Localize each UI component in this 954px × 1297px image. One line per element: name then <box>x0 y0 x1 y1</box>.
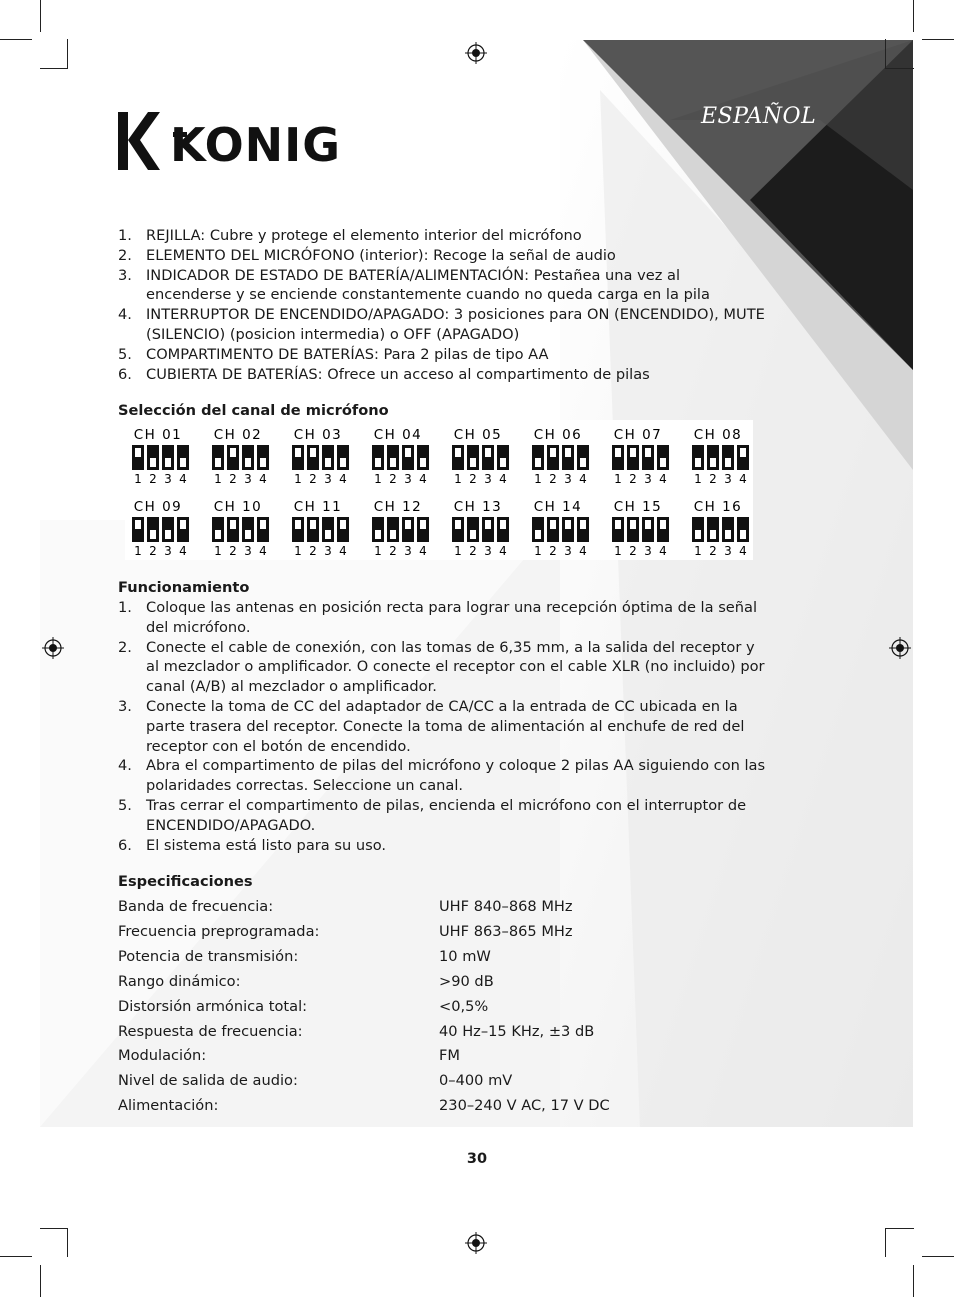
dip-switch-knob <box>245 458 251 467</box>
switch-number: 3 <box>564 544 572 558</box>
switch-number: 3 <box>164 544 172 558</box>
brand-wordmark: KONIG <box>170 118 342 172</box>
channel-label: CH 09 <box>133 499 183 515</box>
dip-switch-knob <box>740 530 746 539</box>
dip-switch-knob <box>180 520 186 529</box>
channel-label: CH 02 <box>213 427 263 443</box>
crop-mark <box>0 39 32 40</box>
dip-switch-channel <box>372 427 429 486</box>
list-item: 6. CUBIERTA DE BATERÍAS: Ofrece un acceso al compartimento de pilas <box>118 365 650 383</box>
switch-number: 4 <box>179 544 187 558</box>
dip-switch-knob <box>340 458 346 467</box>
registration-mark-icon <box>42 637 64 659</box>
dip-switch-knob <box>405 448 411 457</box>
dip-switch-channel <box>452 499 509 558</box>
spec-row: Respuesta de frecuencia: 40 Hz–15 KHz, ±3 dB <box>118 1023 595 1040</box>
channel-label: CH 06 <box>533 427 583 443</box>
dip-switch-knob <box>180 458 186 467</box>
switch-number: 4 <box>659 472 667 486</box>
spec-row: Distorsión armónica total: <0,5% <box>118 998 489 1015</box>
dip-switch-knob <box>660 458 666 467</box>
switch-number: 3 <box>564 472 572 486</box>
switch-number: 1 <box>614 472 622 486</box>
switch-number: 2 <box>709 544 717 558</box>
dip-switch-knob <box>135 448 141 457</box>
dip-switch-knob <box>485 520 491 529</box>
dip-switch-knob <box>375 458 381 467</box>
switch-number: 3 <box>724 544 732 558</box>
crop-mark <box>67 39 68 69</box>
switch-number: 1 <box>134 472 142 486</box>
switch-number: 1 <box>214 544 222 558</box>
switch-number: 1 <box>374 544 382 558</box>
switch-number: 3 <box>484 472 492 486</box>
channel-label: CH 13 <box>453 499 503 515</box>
switch-number: 4 <box>179 472 187 486</box>
list-item: 6. El sistema está listo para su uso. <box>118 836 387 854</box>
channel-label: CH 12 <box>373 499 423 515</box>
dip-switch-channel <box>532 427 589 486</box>
language-label: ESPAÑOL <box>701 104 817 129</box>
dip-switch-knob <box>645 520 651 529</box>
channel-switch-grid <box>125 420 753 560</box>
dip-switch-knob <box>405 520 411 529</box>
dip-switch-knob <box>695 530 701 539</box>
switch-number: 4 <box>499 472 507 486</box>
dip-switch-knob <box>390 530 396 539</box>
dip-switch-knob <box>310 448 316 457</box>
dip-switch-channel <box>612 427 669 486</box>
switch-number: 2 <box>629 544 637 558</box>
crop-mark <box>885 39 886 69</box>
crop-mark <box>885 1228 886 1257</box>
dip-switch-knob <box>550 448 556 457</box>
dip-switch-knob <box>710 530 716 539</box>
dip-switch-knob <box>630 448 636 457</box>
switch-number: 1 <box>134 544 142 558</box>
switch-number: 1 <box>294 472 302 486</box>
switch-number: 3 <box>404 472 412 486</box>
list-item: 1. Coloque las antenas en posición recta para lograr una recepción óptima de la señal del micrófono. <box>118 599 758 636</box>
switch-number: 3 <box>404 544 412 558</box>
dip-switch-knob <box>725 530 731 539</box>
specs-title: Especificaciones <box>118 873 253 890</box>
spec-row: Potencia de transmisión: 10 mW <box>118 948 491 965</box>
switch-number: 1 <box>454 472 462 486</box>
dip-switch-channel <box>452 427 509 486</box>
dip-switch-knob <box>420 458 426 467</box>
dip-switch-knob <box>725 458 731 467</box>
switch-number: 4 <box>579 472 587 486</box>
dip-switch-knob <box>455 520 461 529</box>
dip-switch-knob <box>165 458 171 467</box>
list-item: 1. REJILLA: Cubre y protege el elemento interior del micrófono <box>118 227 582 244</box>
switch-number: 2 <box>229 544 237 558</box>
dip-switch-knob <box>615 520 621 529</box>
dip-switch-channel <box>132 427 189 486</box>
dip-switch-knob <box>470 458 476 467</box>
switch-number: 1 <box>374 472 382 486</box>
dip-switch-knob <box>310 520 316 529</box>
channel-label: CH 10 <box>213 499 263 515</box>
crop-mark <box>67 1228 68 1257</box>
switch-number: 4 <box>259 544 267 558</box>
dip-switch-channel <box>212 499 269 558</box>
dip-switch-channel <box>692 427 749 486</box>
operation-title: Funcionamiento <box>118 579 250 596</box>
switch-number: 1 <box>534 472 542 486</box>
dip-switch-knob <box>325 458 331 467</box>
switch-number: 4 <box>419 544 427 558</box>
dip-switch-knob <box>230 520 236 529</box>
dip-switch-knob <box>565 520 571 529</box>
dip-switch-knob <box>135 520 141 529</box>
dip-switch-knob <box>375 530 381 539</box>
registration-mark-icon <box>889 637 911 659</box>
list-item: 2. ELEMENTO DEL MICRÓFONO (interior): Recoge la señal de audio <box>118 246 616 264</box>
dip-switch-knob <box>340 520 346 529</box>
crop-mark <box>40 1228 68 1229</box>
switch-number: 2 <box>389 472 397 486</box>
switch-number: 2 <box>309 544 317 558</box>
switch-number: 2 <box>149 544 157 558</box>
dip-switch-knob <box>165 530 171 539</box>
list-item: 3. Conecte la toma de CC del adaptador de CA/CC a la entrada de CC ubicada en la parte trasera del receptor. Conecte la toma de alimentación al enchufe de red del receptor con el botón de encendido. <box>118 697 745 755</box>
dip-switch-knob <box>565 448 571 457</box>
dip-switch-knob <box>390 458 396 467</box>
crop-mark <box>0 1256 32 1257</box>
switch-number: 1 <box>614 544 622 558</box>
crop-mark <box>885 68 914 69</box>
list-item: 2. Conecte el cable de conexión, con las tomas de 6,35 mm, a la salida del receptor y al mezclador o amplificador. O conecte el receptor con el cable XLR (no incluido) por canal (A/B) al mezclador o amplificador. <box>118 638 765 696</box>
dip-switch-knob <box>295 448 301 457</box>
switch-number: 4 <box>659 544 667 558</box>
channel-label: CH 11 <box>293 499 343 515</box>
switch-number: 2 <box>629 472 637 486</box>
dip-switch-knob <box>325 530 331 539</box>
dip-switch-knob <box>500 520 506 529</box>
dip-switch-knob <box>535 458 541 467</box>
switch-number: 1 <box>454 544 462 558</box>
list-item: 3. INDICADOR DE ESTADO DE BATERÍA/ALIMENTACIÓN: Pestañea una vez al encenderse y se enciende constantemente cuando no queda carga en la pila <box>118 266 710 304</box>
channel-label: CH 15 <box>613 499 663 515</box>
switch-number: 1 <box>214 472 222 486</box>
switch-number: 2 <box>149 472 157 486</box>
list-item: 5. Tras cerrar el compartimento de pilas, encienda el micrófono con el interruptor de ENCENDIDO/APAGADO. <box>118 796 747 834</box>
dip-switch-channel <box>292 499 349 558</box>
switch-number: 1 <box>294 544 302 558</box>
crop-mark <box>922 39 954 40</box>
dip-switch-knob <box>535 530 541 539</box>
dip-switch-channel <box>612 499 669 558</box>
dip-switch-knob <box>230 448 236 457</box>
registration-mark-icon <box>465 42 487 64</box>
switch-number: 1 <box>694 472 702 486</box>
crop-mark <box>885 1228 914 1229</box>
dip-switch-knob <box>455 448 461 457</box>
spec-row: Alimentación: 230–240 V AC, 17 V DC <box>118 1097 610 1114</box>
dip-switch-diagram <box>125 420 753 560</box>
channel-section-title: Selección del canal de micrófono <box>118 402 389 419</box>
switch-number: 2 <box>469 472 477 486</box>
dip-switch-channel <box>532 499 589 558</box>
dip-switch-knob <box>710 458 716 467</box>
spec-row: Modulación: FM <box>118 1047 460 1064</box>
dip-switch-knob <box>500 458 506 467</box>
crop-mark <box>40 1265 41 1297</box>
dip-switch-knob <box>630 520 636 529</box>
switch-number: 4 <box>739 472 747 486</box>
switch-number: 4 <box>259 472 267 486</box>
channel-label: CH 14 <box>533 499 583 515</box>
switch-number: 2 <box>549 544 557 558</box>
spec-row: Nivel de salida de audio: 0–400 mV <box>118 1072 513 1089</box>
channel-label: CH 07 <box>613 427 663 443</box>
dip-switch-knob <box>215 530 221 539</box>
switch-number: 2 <box>469 544 477 558</box>
channel-label: CH 01 <box>133 427 183 443</box>
konig-logo <box>118 112 343 172</box>
channel-label: CH 16 <box>693 499 743 515</box>
switch-number: 3 <box>724 472 732 486</box>
dip-switch-knob <box>695 458 701 467</box>
switch-number: 3 <box>324 472 332 486</box>
crop-mark <box>40 68 68 69</box>
list-item: 4. Abra el compartimento de pilas del micrófono y coloque 2 pilas AA siguiendo con las polaridades correctas. Seleccione un canal. <box>118 757 766 795</box>
channel-label: CH 04 <box>373 427 423 443</box>
channel-label: CH 08 <box>693 427 743 443</box>
crop-mark <box>922 1256 954 1257</box>
registration-mark-icon <box>465 1232 487 1254</box>
crop-mark <box>40 0 41 32</box>
dip-switch-knob <box>580 458 586 467</box>
dip-switch-knob <box>470 530 476 539</box>
dip-switch-knob <box>740 448 746 457</box>
list-item: 5. COMPARTIMENTO DE BATERÍAS: Para 2 pilas de tipo AA <box>118 345 549 363</box>
dip-switch-knob <box>215 458 221 467</box>
crop-mark <box>913 1265 914 1297</box>
switch-number: 1 <box>534 544 542 558</box>
switch-number: 3 <box>644 472 652 486</box>
switch-number: 3 <box>644 544 652 558</box>
list-item: 4. INTERRUPTOR DE ENCENDIDO/APAGADO: 3 posiciones para ON (ENCENDIDO), MUTE (SILENCIO) (posicion intermedia) o OFF (APAGADO) <box>118 306 765 343</box>
switch-number: 2 <box>549 472 557 486</box>
channel-label: CH 03 <box>293 427 343 443</box>
switch-number: 3 <box>484 544 492 558</box>
dip-switch-knob <box>150 530 156 539</box>
switch-number: 4 <box>739 544 747 558</box>
dip-switch-knob <box>485 448 491 457</box>
switch-number: 4 <box>419 472 427 486</box>
dip-switch-knob <box>295 520 301 529</box>
dip-switch-channel <box>292 427 349 486</box>
switch-number: 4 <box>579 544 587 558</box>
crop-mark <box>913 0 914 32</box>
dip-switch-knob <box>420 520 426 529</box>
spec-row: Banda de frecuencia: UHF 840–868 MHz <box>118 898 573 915</box>
channel-label: CH 05 <box>453 427 503 443</box>
switch-number: 1 <box>694 544 702 558</box>
dip-switch-knob <box>150 458 156 467</box>
dip-switch-knob <box>260 458 266 467</box>
operation-steps <box>118 598 768 855</box>
dip-switch-knob <box>550 520 556 529</box>
switch-number: 2 <box>709 472 717 486</box>
dip-switch-knob <box>580 520 586 529</box>
spec-row: Rango dinámico: >90 dB <box>118 973 494 990</box>
dip-switch-channel <box>372 499 429 558</box>
switch-number: 2 <box>229 472 237 486</box>
dip-switch-knob <box>245 530 251 539</box>
switch-number: 3 <box>324 544 332 558</box>
dip-switch-knob <box>660 520 666 529</box>
switch-number: 3 <box>244 472 252 486</box>
switch-number: 2 <box>389 544 397 558</box>
switch-number: 4 <box>339 472 347 486</box>
dip-switch-knob <box>615 448 621 457</box>
switch-number: 4 <box>499 544 507 558</box>
switch-number: 4 <box>339 544 347 558</box>
dip-switch-knob <box>260 520 266 529</box>
spec-row: Frecuencia preprogramada: UHF 863–865 MHz <box>118 923 573 940</box>
dip-switch-channel <box>692 499 749 558</box>
dip-switch-channel <box>212 427 269 486</box>
page-number: 30 <box>466 1151 488 1167</box>
switch-number: 3 <box>244 544 252 558</box>
dip-switch-knob <box>645 448 651 457</box>
switch-number: 3 <box>164 472 172 486</box>
dip-switch-channel <box>132 499 189 558</box>
parts-list <box>118 226 768 384</box>
switch-number: 2 <box>309 472 317 486</box>
